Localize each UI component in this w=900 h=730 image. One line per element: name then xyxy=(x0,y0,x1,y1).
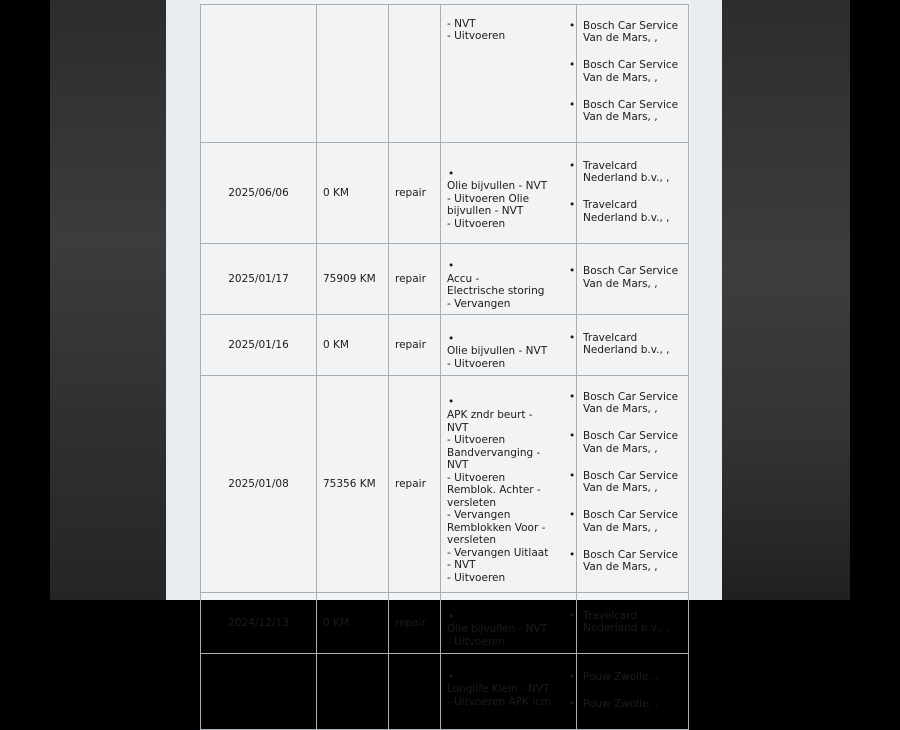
type-cell: repair xyxy=(389,593,441,654)
type-cell: repair xyxy=(389,243,441,315)
table-row xyxy=(201,5,689,143)
service-history-table xyxy=(200,4,689,730)
date-cell: 2025/01/17 xyxy=(201,243,317,315)
bullet-icon: • xyxy=(569,199,576,211)
description-text: APK zndr beurt - NVT - Uitvoeren Bandvervanging - NVT - Uitvoeren Remblok. Achter - versleten - Vervangen Remblokken Voor - versleten - Vervangen Uitlaat - NVT - Uitvoeren xyxy=(447,409,549,584)
provider-item xyxy=(569,199,682,224)
description-cell xyxy=(441,143,577,244)
provider-text: Bosch Car Service Van de Mars, , xyxy=(583,390,679,415)
table-row xyxy=(201,315,689,376)
mileage-cell: 0 KM xyxy=(317,593,389,654)
bullet-icon: • xyxy=(448,167,455,180)
provider-item xyxy=(569,59,682,84)
provider-cell xyxy=(569,376,689,593)
bullet-icon: • xyxy=(569,548,576,561)
bullet-icon: • xyxy=(448,670,455,683)
provider-cell xyxy=(569,315,689,376)
bullet-icon: • xyxy=(569,59,576,71)
bullet-icon: • xyxy=(569,390,576,403)
description-text: Olie bijvullen - NVT - Uitvoeren xyxy=(447,345,548,370)
provider-item xyxy=(569,670,682,684)
description-cell xyxy=(441,376,577,593)
provider-text: Pouw Zwolle, , xyxy=(583,670,659,683)
provider-text: Bosch Car Service Van de Mars, , xyxy=(583,469,679,494)
provider-text: Bosch Car Service Van de Mars, , xyxy=(583,548,679,573)
provider-text: Bosch Car Service Van de Mars, , xyxy=(583,98,679,123)
provider-cell xyxy=(569,143,689,244)
mileage-cell: 0 KM xyxy=(317,143,389,244)
table-row xyxy=(201,593,689,654)
provider-text: Travelcard Nederland b.v., , xyxy=(583,159,670,184)
date-cell: 2025/01/16 xyxy=(201,315,317,376)
bullet-icon: • xyxy=(569,469,576,482)
description-cell xyxy=(441,243,577,315)
date-cell xyxy=(201,5,317,143)
bullet-icon: • xyxy=(448,396,455,408)
date-cell: 2024/12/13 xyxy=(201,593,317,654)
bullet-icon: • xyxy=(569,331,576,344)
provider-cell xyxy=(569,243,689,315)
provider-text: Bosch Car Service Van de Mars, , xyxy=(583,19,679,44)
type-cell: repair xyxy=(389,376,441,593)
type-cell xyxy=(389,654,441,730)
provider-text: Bosch Car Service Van de Mars, , xyxy=(583,509,679,534)
provider-item xyxy=(569,469,682,495)
provider-text: Bosch Car Service Van de Mars, , xyxy=(583,430,679,455)
document-page xyxy=(166,0,722,710)
provider-text: Pouw Zwolle, , xyxy=(583,697,659,710)
description-text: Longlife Klein - NVT - Uitvoeren APK icm xyxy=(447,683,552,708)
description-text: - NVT - Uitvoeren xyxy=(447,17,506,42)
bullet-icon: • xyxy=(569,609,576,622)
date-cell: 2025/06/06 xyxy=(201,143,317,244)
date-cell xyxy=(201,654,317,730)
type-cell: repair xyxy=(389,315,441,376)
provider-item xyxy=(569,548,682,574)
table-row xyxy=(201,243,689,315)
description-cell xyxy=(441,654,577,730)
type-cell xyxy=(389,5,441,143)
mileage-cell: 75909 KM xyxy=(317,243,389,315)
background-right xyxy=(718,0,850,600)
bullet-icon: • xyxy=(569,509,576,521)
mileage-cell: 0 KM xyxy=(317,315,389,376)
mileage-cell xyxy=(317,654,389,730)
provider-item xyxy=(569,609,682,635)
description-text: Accu - Electrische storing - Vervangen xyxy=(447,272,545,310)
provider-item xyxy=(569,331,682,357)
provider-item xyxy=(569,98,682,124)
bullet-icon: • xyxy=(569,670,576,683)
mileage-cell xyxy=(317,5,389,143)
background-left xyxy=(50,0,168,600)
bullet-icon: • xyxy=(448,610,455,623)
bullet-icon: • xyxy=(569,265,576,278)
provider-cell xyxy=(569,5,689,143)
provider-item xyxy=(569,697,682,711)
provider-text: Bosch Car Service Van de Mars, , xyxy=(583,265,679,290)
bullet-icon: • xyxy=(569,98,576,111)
table-row xyxy=(201,376,689,593)
bullet-icon: • xyxy=(569,430,576,442)
provider-item xyxy=(569,390,682,416)
table-row xyxy=(201,654,689,730)
bullet-icon: • xyxy=(569,159,576,172)
mileage-cell: 75356 KM xyxy=(317,376,389,593)
provider-text: Travelcard Nederland b.v., , xyxy=(583,331,670,356)
type-cell: repair xyxy=(389,143,441,244)
provider-text: Travelcard Nederland b.v., , xyxy=(583,609,670,634)
provider-text: Bosch Car Service Van de Mars, , xyxy=(583,59,679,84)
description-text: Olie bijvullen - NVT - Uitvoeren xyxy=(447,623,548,648)
provider-item xyxy=(569,265,682,290)
description-cell xyxy=(441,593,577,654)
provider-cell xyxy=(569,593,689,654)
provider-item xyxy=(569,430,682,455)
description-cell xyxy=(441,315,577,376)
bullet-icon: • xyxy=(448,260,455,272)
provider-item xyxy=(569,159,682,185)
bullet-icon: • xyxy=(569,19,576,32)
description-text: Olie bijvullen - NVT - Uitvoeren Olie bijvullen - NVT - Uitvoeren xyxy=(447,180,548,230)
provider-cell xyxy=(569,654,689,730)
date-cell: 2025/01/08 xyxy=(201,376,317,593)
provider-text: Travelcard Nederland b.v., , xyxy=(583,199,670,224)
bullet-icon: • xyxy=(448,332,455,345)
description-cell xyxy=(441,5,577,143)
bullet-icon: • xyxy=(569,697,576,710)
table-row xyxy=(201,143,689,244)
provider-item xyxy=(569,509,682,534)
provider-item xyxy=(569,19,682,45)
